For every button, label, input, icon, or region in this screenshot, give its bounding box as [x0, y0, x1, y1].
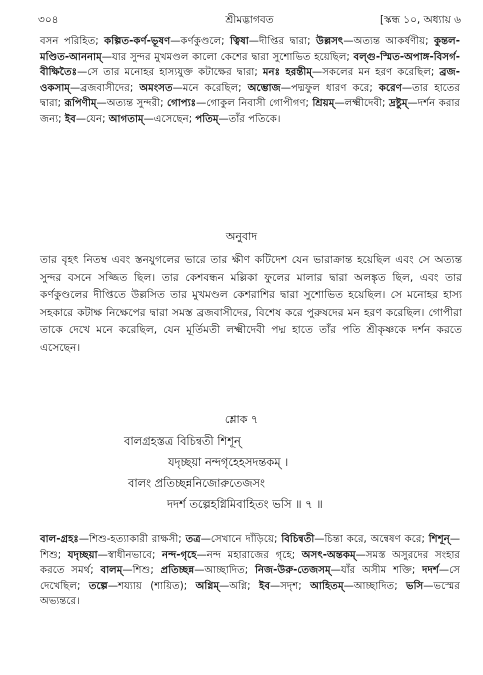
term-meaning: —তার হাতের দ্বারা;: [40, 82, 460, 109]
translation-text: তার বৃহৎ নিতম্ব এবং স্তনযুগলের ভারে তার ক্ষীণ কটিদেশ যেন ভারাক্রান্ত হয়েছিল এবং সে অত্যন্ত সুন্দর বসনে সজ্জিত ছিল। তার কেশবন্ধন মল্লিকা ফুলের মালার দ্বারা অলঙ্কৃত ছিল, এবং তার কর্ণকুণ্ডলের দীপ্তিতে উল্লসিত তার মুখমণ্ডল কেশরাশির দ্বারা সুশোভিত হয়েছিল। সে মনোহর হাস্য সহকারে কটাক্ষ নিক্ষেপের দ্বারা সমস্ত ব্রজবাসীদের, বিশেষ করে পুরুষদের মন হরণ করেছিল। গোপীরা তাকে দেখে মনে করেছিল, যেন মূর্তিমতী লক্ষ্মীদেবী পদ্ম হাতে তাঁর পতি শ্রীকৃষ্ণকে দর্শন করতে এসেছেন।: [40, 254, 462, 354]
sanskrit-term: নিজ-উরু-তেজসম্: [255, 565, 331, 576]
term-meaning: —লক্ষ্মীদেবী;: [334, 98, 389, 109]
term-meaning: —যেন;: [75, 113, 109, 125]
sanskrit-term: তত্র: [185, 534, 201, 545]
sanskrit-term: অগ্নিম্: [195, 580, 220, 592]
term-meaning: —শিশু;: [40, 534, 460, 561]
term-meaning: বসন পরিহিত;: [40, 36, 105, 47]
sanskrit-term: তল্পে: [88, 580, 108, 592]
term-meaning: —শিশু-হত্যাকারী রাক্ষসী;: [78, 534, 186, 545]
sanskrit-term: গোপ্যঃ: [167, 98, 197, 109]
sanskrit-term: বল্গু-স্মিত-অপাঙ্গ-বিসর্গ-বীক্ষিতৈঃ: [40, 51, 460, 78]
term-meaning: —দীপ্তির দ্বারা;: [248, 36, 317, 47]
term-meaning: —ব্রজবাসীদের;: [69, 82, 140, 94]
sanskrit-term: ভসি: [406, 580, 424, 592]
term-meaning: —মনে করেছিল;: [172, 82, 248, 94]
sanskrit-term: মনঃ হরন্তীম্: [262, 67, 312, 78]
term-meaning: —সকলের মন হরণ করেছিল;: [312, 67, 440, 78]
sanskrit-term: শ্রিয়ম্: [312, 98, 335, 109]
sanskrit-term: দ্রষ্টুম্: [389, 98, 408, 109]
term-meaning: —স্বাধীনভাবে;: [97, 549, 162, 561]
word-for-word-bottom: [40, 532, 460, 610]
verse-label: শ্লোক ৭: [224, 413, 259, 426]
sanskrit-term: দদর্শ: [422, 565, 439, 576]
sanskrit-term: অম্ভোজ: [247, 82, 281, 94]
term-meaning: —অগ্নি;: [219, 580, 260, 592]
verse-line: বালগ্রহস্তত্র বিচিন্বতী শিশূন্: [124, 434, 241, 448]
sanskrit-term: কুন্তল-মণ্ডিত-আননাম্: [40, 36, 460, 63]
sanskrit-term: বাল-গ্রহঃ: [40, 534, 79, 545]
word-for-word-top: [40, 34, 460, 127]
term-meaning: —শয্যায় (শায়িত);: [107, 580, 196, 592]
term-meaning: —আচ্ছাদিত;: [194, 565, 256, 576]
term-meaning: —আচ্ছাদিত;: [343, 580, 407, 592]
translation-heading: অনুবাদ: [225, 230, 258, 243]
term-meaning: —ভস্মের অভ্যন্তরে।: [40, 580, 461, 607]
sanskrit-term: অসৎ-অন্তকম্: [301, 549, 356, 561]
sanskrit-term: ইব: [64, 113, 76, 125]
term-meaning: —যাঁর অসীম শক্তি;: [330, 565, 423, 576]
sanskrit-term: বালম্: [100, 565, 123, 576]
sanskrit-term: অমংসত: [139, 82, 173, 94]
sanskrit-term: ব্রজ-ওকসাম্: [40, 67, 461, 94]
term-meaning: —অত্যন্ত সুন্দরী;: [96, 98, 168, 109]
term-meaning: —কর্ণকুণ্ডলে;: [170, 36, 231, 47]
verse-line: যদৃচ্ছয়া নন্দগৃহেহসদন্তকম্ ।: [168, 455, 289, 469]
term-meaning: —পদ্মফুল ধারণ করে;: [280, 82, 379, 94]
sanskrit-term: যদৃচ্ছয়া: [67, 549, 98, 561]
page-header: [38, 11, 461, 29]
term-meaning: —দর্শন করার জন্য;: [40, 98, 461, 125]
term-meaning: —অত্যন্ত আকর্ষণীয়;: [343, 36, 435, 47]
term-meaning: —সদৃশ;: [270, 580, 311, 592]
sanskrit-term: আগতাম্: [108, 113, 144, 125]
sanskrit-term: ইব: [259, 580, 270, 592]
sanskrit-term: আহিতম্: [310, 580, 344, 592]
verse-line: বালং প্রতিচ্ছন্ননিজোরুতেজসং: [128, 476, 265, 490]
verse-line: দদর্শ তল্পেহগ্নিমিবাহিতং ভসি ॥ ৭ ॥: [167, 497, 323, 511]
term-meaning: —যার সুন্দর মুখমণ্ডল কালো কেশের দ্বারা সুশোভিত হয়েছিল;: [101, 51, 354, 63]
term-meaning: —সে তার মনোহর হাস্যযুক্ত কটাক্ষের দ্বারা;: [77, 67, 263, 78]
term-meaning: —সে দেখেছিল;: [40, 565, 460, 592]
book-title: শ্রীমদ্ভাগবত: [225, 14, 274, 26]
term-meaning: —সমস্ত অসুরদের সংহার করতে সমর্থ;: [40, 549, 460, 576]
sanskrit-term: নন্দ-গৃহে: [162, 549, 197, 561]
term-meaning: —তাঁর পতিকে।: [218, 113, 281, 125]
sanskrit-term: রূপিণীম্: [64, 98, 97, 109]
sanskrit-term: শিশূন্: [428, 534, 450, 545]
page-number: ৩০৪: [38, 14, 59, 26]
term-meaning: —সেখানে দাঁড়িয়ে;: [200, 534, 282, 545]
sanskrit-term: ত্বিষা: [230, 36, 249, 47]
sanskrit-term: পতিম্: [195, 113, 219, 125]
sanskrit-term: উল্লসৎ: [316, 36, 344, 47]
sanskrit-term: কল্পিত-কর্ণ-ভূষণ: [104, 36, 171, 47]
sanskrit-term: করেণ: [378, 82, 402, 94]
sanskrit-term: প্রতিচ্ছন্ন: [160, 565, 195, 576]
term-meaning: —এসেছেন;: [143, 113, 196, 125]
term-meaning: —চিন্তা করে, অন্বেষণ করে;: [314, 534, 429, 545]
sanskrit-term: বিচিন্বতী: [281, 534, 315, 545]
term-meaning: —গোকুল নিবাসী গোপীগণ;: [196, 98, 313, 109]
term-meaning: —নন্দ মহারাজের গৃহে;: [196, 549, 302, 561]
chapter-location: [স্কন্ধ ১০, অধ্যায় ৬: [379, 14, 461, 26]
term-meaning: —শিশু;: [122, 565, 161, 576]
